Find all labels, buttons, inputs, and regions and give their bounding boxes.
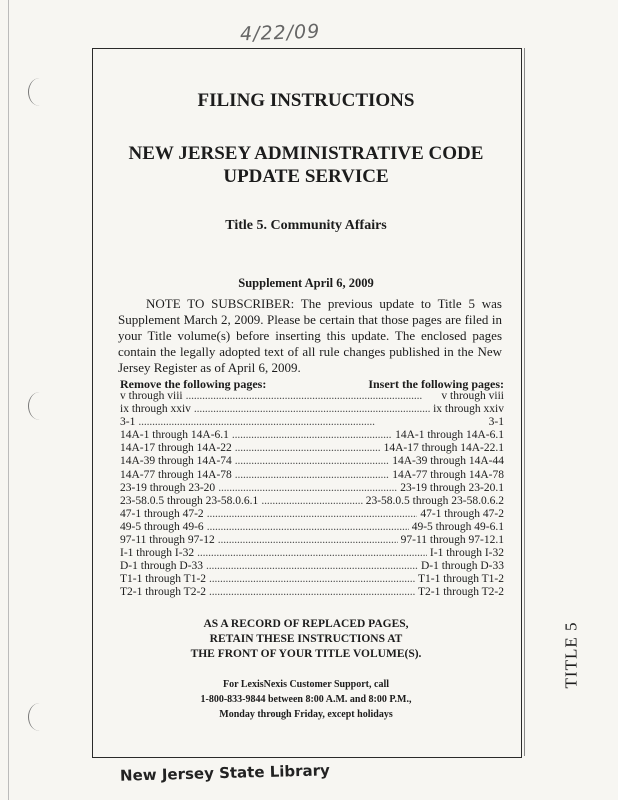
record-notice-line2: RETAIN THESE INSTRUCTIONS AT	[209, 633, 403, 645]
table-row: 14A-77 through 14A-78 . . . 14A-77 through 14A-78	[120, 469, 504, 482]
side-title-label: TITLE 5	[560, 621, 580, 689]
table-row: T2-1 through T2-2 . . . T2-1 through T2-2	[120, 586, 504, 599]
side-rule	[524, 48, 525, 756]
page-replacement-table	[120, 390, 504, 600]
code-title-line1: NEW JERSEY ADMINISTRATIVE CODE	[128, 143, 484, 164]
table-row: 23-19 through 23-20 . . . 23-19 through 23-20.1	[120, 482, 504, 495]
subscriber-note: NOTE TO SUBSCRIBER: The previous update to Title 5 was Supplement March 2, 2009. Please be certain that those pages are filed in your Title volume(s) before inserting this update. The enclosed pages contain the legally adopted text of all rule changes published in the New Jersey Register as of April 6, 2009.	[118, 296, 502, 375]
table-row: 14A-39 through 14A-74 . . . 14A-39 through 14A-44	[120, 455, 504, 468]
binder-hole-middle	[28, 392, 51, 420]
binder-hole-bottom	[28, 703, 51, 731]
support-line3: Monday through Friday, except holidays	[219, 709, 393, 720]
library-stamp: New Jersey State Library	[119, 761, 331, 785]
table-row: 14A-17 through 14A-22 . . . 14A-17 through 14A-22.1	[120, 442, 504, 455]
table-row: I-1 through I-32 . . . I-1 through I-32	[120, 547, 504, 560]
side-title-tab	[526, 555, 616, 755]
table-row: 47-1 through 47-2 . . . 47-1 through 47-2	[120, 508, 504, 521]
binder-hole-top	[28, 78, 51, 106]
table-row: 14A-1 through 14A-6.1 . . . 14A-1 through 14A-6.1	[120, 429, 504, 442]
filing-heading: FILING INSTRUCTIONS	[197, 90, 415, 111]
remove-header: Remove the following pages:	[120, 377, 267, 391]
table-row: D-1 through D-33 . . . D-1 through D-33	[120, 560, 504, 573]
supplement-date: Supplement April 6, 2009	[238, 276, 374, 290]
table-row: 97-11 through 97-12 . . . 97-11 through 97-12.1	[120, 534, 504, 547]
support-line1: For LexisNexis Customer Support, call	[222, 679, 389, 690]
table-row: 3-1 . . . 3-1	[120, 416, 504, 429]
table-row: T1-1 through T1-2 . . . T1-1 through T1-2	[120, 573, 504, 586]
insert-header: Insert the following pages:	[368, 377, 504, 391]
table-row: ix through xxiv . . . ix through xxiv	[120, 403, 504, 416]
table-row: 49-5 through 49-6 . . . 49-5 through 49-6.1	[120, 521, 504, 534]
support-line2: 1-800-833-9844 between 8:00 A.M. and 8:00 P.M.,	[200, 694, 412, 705]
page-left-edge	[8, 0, 9, 800]
title-name: Title 5. Community Affairs	[225, 218, 387, 233]
table-row: 23-58.0.5 through 23-58.0.6.1 . . . 23-58.0.5 through 23-58.0.6.2	[120, 495, 504, 508]
table-row: v through viii . . . v through viii	[120, 390, 504, 403]
record-notice-line1: AS A RECORD OF REPLACED PAGES,	[203, 618, 409, 630]
code-title-line2: UPDATE SERVICE	[223, 166, 389, 187]
handwritten-date-mark: 4/22/09	[239, 20, 321, 46]
record-notice-line3: THE FRONT OF YOUR TITLE VOLUME(S).	[190, 648, 422, 660]
